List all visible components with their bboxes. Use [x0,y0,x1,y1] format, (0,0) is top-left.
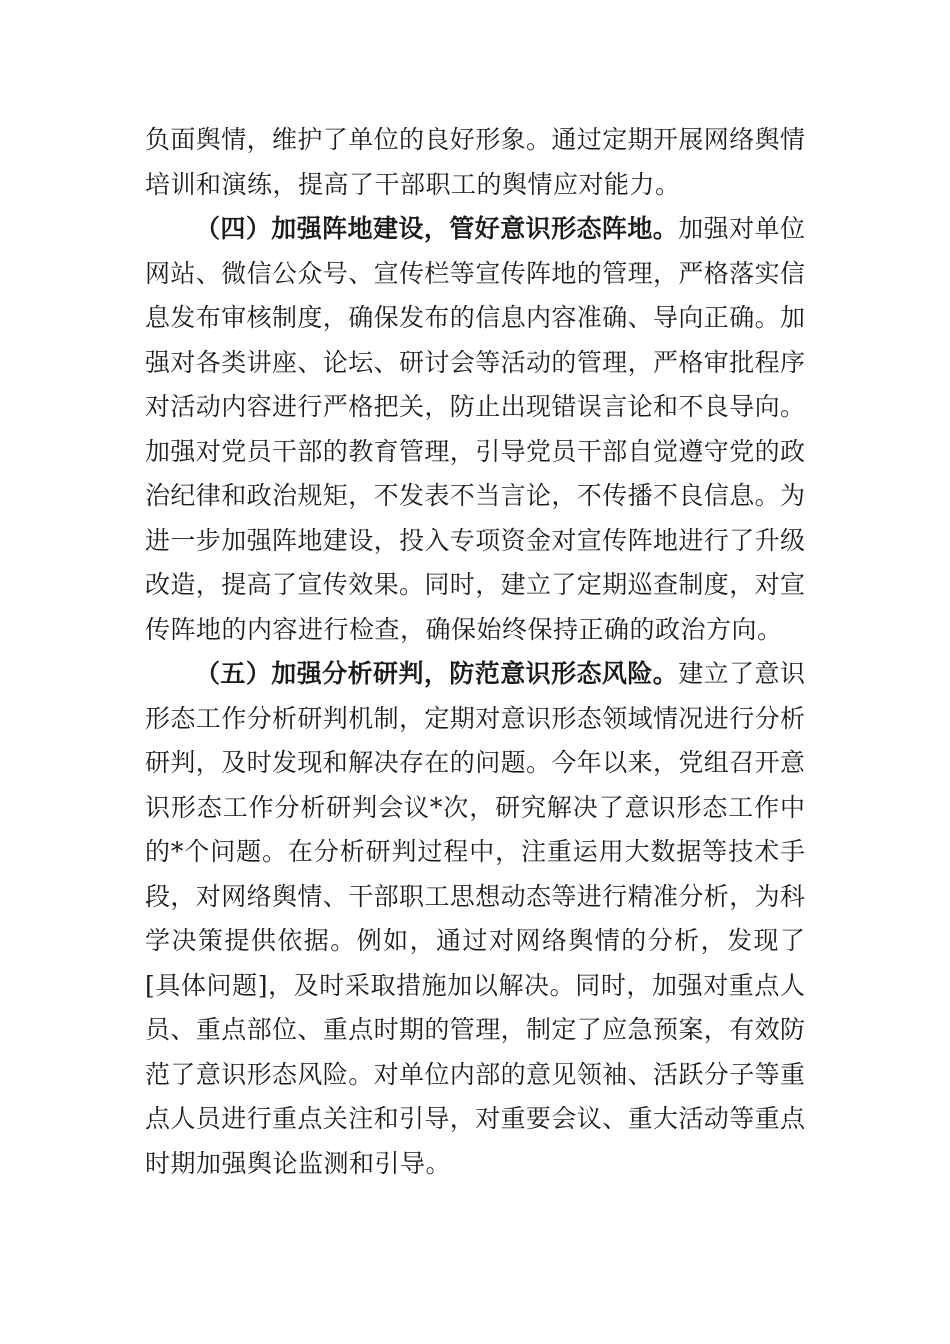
section-heading: （五）加强分析研判，防范意识形态风险。 [195,659,679,688]
text-line: 治纪律和政治规矩，不发表不当言论，不传播不良信息。为 [145,481,805,510]
text-line: 形态工作分析研判机制，定期对意识形态领域情况进行分析 [145,703,805,733]
text-line: 点人员进行重点关注和引导，对重要会议、重大活动等重点 [145,1104,805,1133]
text-line: 时期加强舆论监测和引导。 [145,1148,452,1178]
text-line: 息发布审核制度，确保发布的信息内容准确、导向正确。加 [145,303,805,332]
paragraph [145,207,805,652]
text-line: [具体问题]，及时采取措施加以解决。同时，加强对重点人 [145,970,805,1000]
text-line: 对活动内容进行严格把关，防止出现错误言论和不良导向。 [145,392,805,421]
text-line: 负面舆情，维护了单位的良好形象。通过定期开展网络舆情 [145,125,805,154]
text-line [145,207,805,252]
text-line: 改造，提高了宣传效果。同时，建立了定期巡查制度，对宣 [145,570,805,599]
paragraph [145,652,805,1186]
text-line: 范了意识形态风险。对单位内部的意见领袖、活跃分子等重 [145,1059,805,1089]
text-line: 段，对网络舆情、干部职工思想动态等进行精准分析，为科 [145,881,805,911]
text-line: 强对各类讲座、论坛、研讨会等活动的管理，严格审批程序 [145,347,805,377]
body-text [145,118,805,1186]
text-line: 加强对党员干部的教育管理，引导党员干部自觉遵守党的政 [145,436,805,466]
text-line: 网站、微信公众号、宣传栏等宣传阵地的管理，严格落实信 [145,258,805,288]
text-line: 培训和演练，提高了干部职工的舆情应对能力。 [145,169,681,199]
text-line: 的*个问题。在分析研判过程中，注重运用大数据等技术手 [145,837,805,866]
text-run: 加强对单位 [678,214,805,243]
text-line: 学决策提供依据。例如，通过对网络舆情的分析，发现了 [145,926,805,955]
text-run: 建立了意识 [678,659,805,688]
text-line: 传阵地的内容进行检查，确保始终保持正确的政治方向。 [145,614,783,644]
text-line: 进一步加强阵地建设，投入专项资金对宣传阵地进行了升级 [145,525,805,555]
paragraph [145,118,805,207]
text-line: 员、重点部位、重点时期的管理，制定了应急预案，有效防 [145,1015,805,1044]
text-line [145,652,805,697]
text-line: 识形态工作分析研判会议*次，研究解决了意识形态工作中 [145,792,805,822]
text-line: 研判，及时发现和解决存在的问题。今年以来，党组召开意 [145,748,805,777]
section-heading: （四）加强阵地建设，管好意识形态阵地。 [195,214,679,243]
